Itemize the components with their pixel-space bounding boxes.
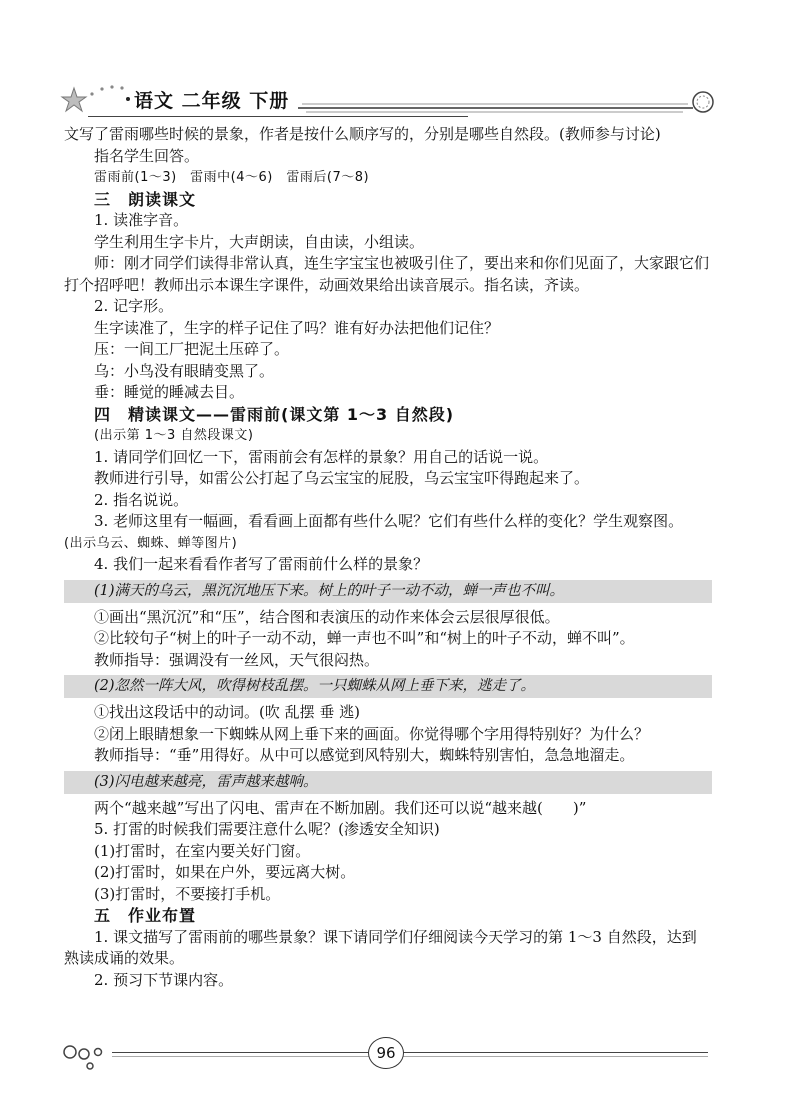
text-line: ②比较句子“树上的叶子一动不动，蝉一声也不叫”和“树上的叶子不动，蝉不叫”。 <box>94 629 635 647</box>
header-underline <box>88 116 468 117</box>
text-line: 4. 我们一起来看看作者写了雷雨前什么样的景象？ <box>94 555 429 573</box>
section-heading: 五 作业布置 <box>94 906 197 925</box>
text-line: 教师指导：强调没有一丝风，天气很闷热。 <box>94 650 380 669</box>
section-heading: 四 精读课文——雷雨前(课文第 1～3 自然段) <box>94 404 455 424</box>
page-body <box>64 124 712 991</box>
page-header <box>60 78 720 118</box>
text-line: 1. 读准字音。 <box>94 211 189 229</box>
text-line: 3. 老师这里有一幅画，看看画上面都有些什么呢？它们有些什么样的变化？学生观察图。 <box>94 512 684 530</box>
text-line: 雷雨前(1～3) 雷雨中(4～6) 雷雨后(7～8) <box>94 170 370 185</box>
text-line: 2. 记字形。 <box>94 297 174 315</box>
text-line: 打个招呼吧！教师出示本课生字课件，动画效果给出读音展示。指名读，齐读。 <box>64 275 590 294</box>
section-heading: 三 朗读课文 <box>94 189 197 209</box>
bubbles-decoration-icon <box>60 1032 120 1082</box>
text-line: 生字读准了，生字的样子记住了吗？谁有好办法把他们记住？ <box>94 318 500 337</box>
text-line: 指名学生回答。 <box>94 146 200 165</box>
highlight-quote: (1)满天的乌云，黑沉沉地压下来。树上的叶子一动不动，蝉一声也不叫。 <box>64 580 712 603</box>
text-line: 两个“越来越”写出了闪电、雷声在不断加剧。我们还可以说“越来越( )” <box>94 798 587 817</box>
text-line: (出示乌云、蜘蛛、蝉等图片) <box>64 535 238 551</box>
text-line: 教师指导：“垂”用得好。从中可以感觉到风特别大，蜘蛛特别害怕，急急地溜走。 <box>94 746 635 764</box>
text-line: 压：一间工厂把泥土压碎了。 <box>94 340 290 358</box>
text-line: ①找出这段话中的动词。(吹 乱摆 垂 逃) <box>94 703 361 721</box>
text-line: (3)打雷时，不要接打手机。 <box>94 884 281 903</box>
text-line: 垂：睡觉的睡减去目。 <box>94 383 245 401</box>
text-line: ①画出“黑沉沉”和“压”，结合图和表演压的动作来体会云层很厚很低。 <box>94 607 560 626</box>
text-line: 学生利用生字卡片，大声朗读，自由读，小组读。 <box>94 232 425 251</box>
footer-rule-light <box>112 1056 708 1057</box>
footer-rule <box>112 1052 708 1053</box>
text-line: 熟读成诵的效果。 <box>64 949 185 967</box>
header-rule <box>298 90 720 118</box>
star-decoration-icon <box>60 78 140 118</box>
highlight-quote: (3)闪电越来越亮，雷声越来越响。 <box>64 771 712 794</box>
page-number-badge <box>368 1037 404 1069</box>
text-line: 2. 指名说说。 <box>94 490 189 509</box>
text-line: 1. 请同学们回忆一下，雷雨前会有怎样的景象？用自己的话说一说。 <box>94 447 549 466</box>
page-number: 96 <box>376 1044 396 1062</box>
text-line: 2. 预习下节课内容。 <box>94 970 234 989</box>
text-line: (2)打雷时，如果在户外，要远离大树。 <box>94 863 356 881</box>
text-line: 5. 打雷的时候我们需要注意什么呢？(渗透安全知识) <box>94 820 440 838</box>
text-line: 教师进行引导，如雷公公打起了乌云宝宝的屁股，乌云宝宝吓得跑起来了。 <box>94 469 590 487</box>
highlight-quote: (2)忽然一阵大风，吹得树枝乱摆。一只蜘蛛从网上垂下来，逃走了。 <box>64 675 712 698</box>
text-line: 师：刚才同学们读得非常认真，连生字宝宝也被吸引住了，要出来和你们见面了，大家跟它们 <box>94 254 710 272</box>
text-line: 文写了雷雨哪些时候的景象，作者是按什么顺序写的，分别是哪些自然段。(教师参与讨论) <box>64 125 661 143</box>
page-footer <box>60 1032 720 1092</box>
page-title: 语文 二年级 下册 <box>134 90 290 112</box>
text-line: 1. 课文描写了雷雨前的哪些景象？课下请同学们仔细阅读今天学习的第 1～3 自然段，达到 <box>94 927 697 946</box>
text-line: (出示第 1～3 自然段课文) <box>94 428 254 443</box>
text-line: 乌：小鸟没有眼睛变黑了。 <box>94 361 275 380</box>
text-line: (1)打雷时，在室内要关好门窗。 <box>94 841 311 860</box>
text-line: ②闭上眼睛想象一下蜘蛛从网上垂下来的画面。你觉得哪个字用得特别好？为什么？ <box>94 724 650 743</box>
